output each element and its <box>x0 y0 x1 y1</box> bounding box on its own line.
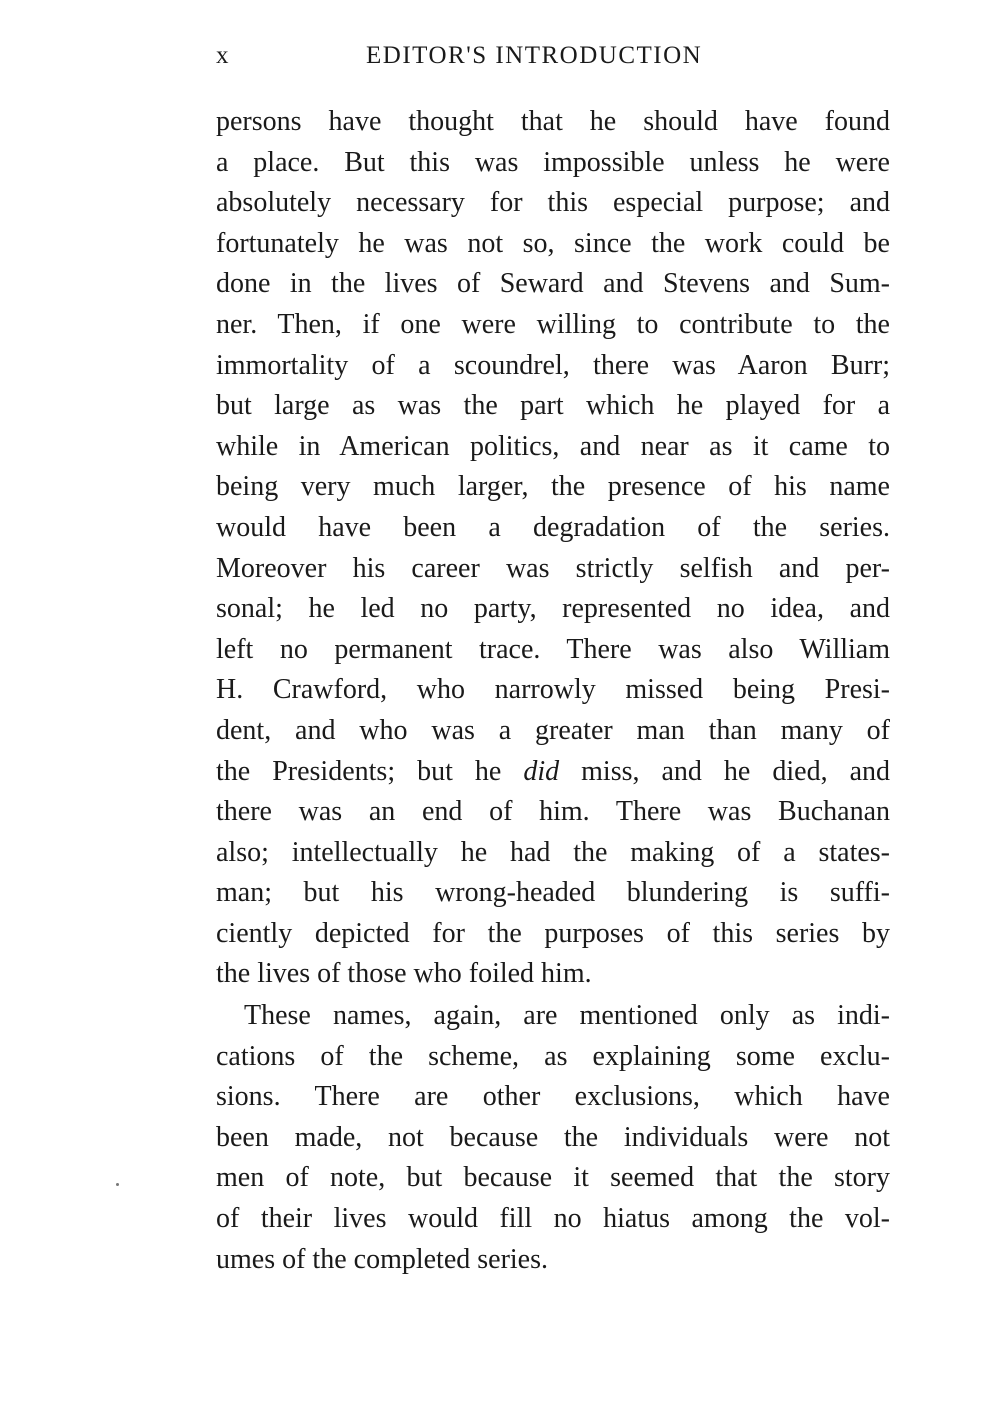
text-line: done in the lives of Seward and Stevens and Sum- <box>216 268 890 300</box>
text-line: immortality of a scoundrel, there was Aaron Burr; <box>216 349 890 381</box>
text-line: persons have thought that he should have found <box>216 106 890 137</box>
text-line: ciently depicted for the purposes of this series by <box>216 917 890 949</box>
text-line: H. Crawford, who narrowly missed being Presi- <box>216 674 890 706</box>
text-line: while in American politics, and near as it came to <box>216 430 890 462</box>
paragraph <box>216 102 890 995</box>
text-line: would have been a degradation of the series. <box>216 511 890 543</box>
text-segment: the Presidents; but he <box>216 755 524 787</box>
text-line: but large as was the part which he played for a <box>216 390 890 422</box>
text-line: been made, not because the individuals were not <box>216 1121 890 1153</box>
text-line: the lives of those who foiled him. <box>216 958 592 990</box>
text-line: absolutely necessary for this especial purpose; and <box>216 187 890 219</box>
text-line: These names, again, are mentioned only as indi- <box>244 1000 890 1032</box>
text-line: sions. There are other exclusions, which have <box>216 1081 890 1113</box>
ink-speck <box>116 1183 119 1186</box>
italic-word: did <box>523 755 560 787</box>
text-line: fortunately he was not so, since the work could be <box>216 227 890 259</box>
text-line: left no permanent trace. There was also William <box>216 633 890 665</box>
text-line: there was an end of him. There was Buchanan <box>216 796 890 828</box>
paragraph <box>216 996 890 1280</box>
text-line: of their lives would fill no hiatus among the vol- <box>216 1203 890 1235</box>
text-line: cations of the scheme, as explaining some exclu- <box>216 1040 890 1072</box>
text-line: man; but his wrong-headed blundering is suffi- <box>216 877 890 909</box>
text-line: sonal; he led no party, represented no idea, and <box>216 593 890 625</box>
body-text <box>216 102 890 1280</box>
running-head <box>216 42 890 82</box>
text-segment: miss, and he died, and <box>559 755 891 787</box>
text-line: dent, and who was a greater man than many of <box>216 714 890 746</box>
text-line: being very much larger, the presence of his name <box>216 471 890 503</box>
text-line: a place. But this was impossible unless he were <box>216 146 890 178</box>
text-line <box>216 752 890 793</box>
text-line: ner. Then, if one were willing to contribute to the <box>216 308 890 340</box>
text-line: umes of the completed series. <box>216 1243 549 1275</box>
text-line: also; intellectually he had the making of a states- <box>216 836 890 868</box>
page-number: x <box>216 42 230 69</box>
running-title: EDITOR'S INTRODUCTION <box>366 42 703 69</box>
text-line: Moreover his career was strictly selfish and per- <box>216 552 890 584</box>
text-line: men of note, but because it seemed that the story <box>216 1162 890 1194</box>
